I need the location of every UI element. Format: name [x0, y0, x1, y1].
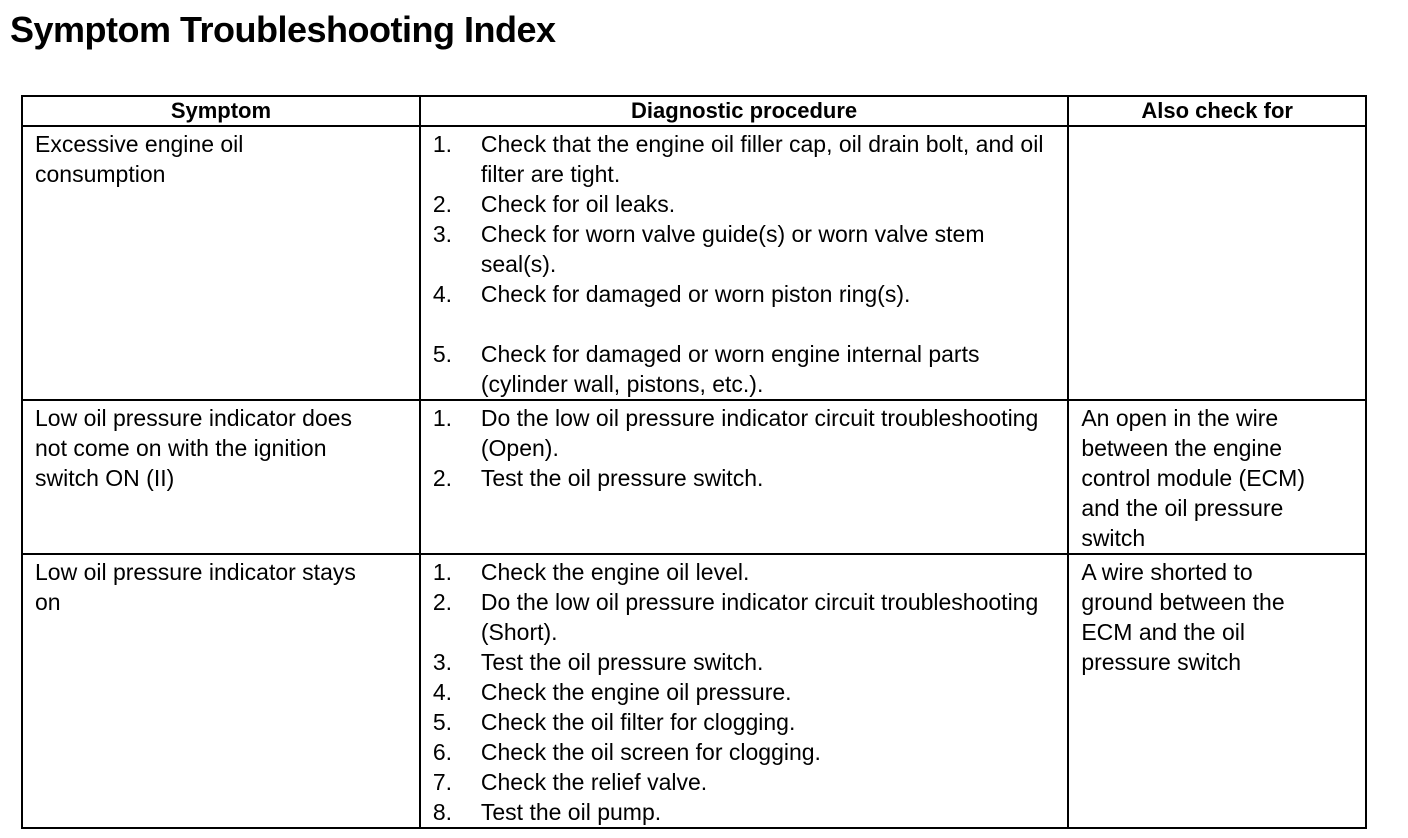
- step-text: Do the low oil pressure indicator circuit troubleshooting (Short).: [480, 589, 1039, 645]
- also-check-cell: [1068, 126, 1366, 400]
- procedure-step: [433, 797, 1057, 827]
- step-number: 5.: [432, 341, 453, 367]
- also-check-text: An open in the wire between the engine control module (ECM) and the oil pressure switch: [1081, 405, 1305, 551]
- also-check-cell: [1068, 554, 1366, 828]
- step-text: Check the relief valve.: [480, 769, 708, 795]
- procedure-step: [433, 587, 1057, 647]
- step-text: Check the engine oil level.: [480, 559, 750, 585]
- step-text: Check for worn valve guide(s) or worn valve stem seal(s).: [480, 221, 985, 277]
- step-number: 4.: [432, 679, 453, 705]
- symptom-text: Excessive engine oil consumption: [35, 131, 244, 187]
- step-text: Test the oil pump.: [480, 799, 662, 825]
- symptom-cell: [22, 554, 420, 828]
- step-number: 3.: [432, 221, 453, 247]
- step-number: 8.: [432, 799, 453, 825]
- procedure-list: [421, 127, 1067, 399]
- step-number: 4.: [432, 281, 453, 307]
- step-text: Check the oil screen for clogging.: [480, 739, 821, 765]
- procedure-step: [433, 707, 1057, 737]
- step-number: 2.: [432, 191, 453, 217]
- procedure-step: [433, 189, 1057, 219]
- header-also-check-for: Also check for: [1068, 96, 1366, 126]
- procedure-step: [433, 279, 1057, 309]
- also-check-text: [1069, 127, 1365, 129]
- step-number: 7.: [432, 769, 453, 795]
- step-number: 3.: [432, 649, 453, 675]
- procedure-step: [433, 767, 1057, 797]
- table-header-row: [22, 96, 1366, 126]
- step-text: Check for damaged or worn engine internal parts (cylinder wall, pistons, etc.).: [480, 341, 980, 397]
- procedure-step: [433, 557, 1057, 587]
- step-number: 1.: [432, 559, 453, 585]
- symptom-text: Low oil pressure indicator stays on: [35, 559, 356, 615]
- step-text: Check the engine oil pressure.: [480, 679, 792, 705]
- procedure-step: [433, 677, 1057, 707]
- procedure-cell: [420, 554, 1068, 828]
- step-text: Test the oil pressure switch.: [480, 649, 764, 675]
- procedure-step: [433, 129, 1057, 189]
- step-number: 1.: [432, 405, 453, 431]
- procedure-cell: [420, 126, 1068, 400]
- step-number: 2.: [432, 589, 453, 615]
- also-check-text: A wire shorted to ground between the ECM and the oil pressure switch: [1081, 559, 1285, 675]
- step-text: Check for oil leaks.: [480, 191, 676, 217]
- procedure-step: [433, 647, 1057, 677]
- step-text: Do the low oil pressure indicator circuit troubleshooting (Open).: [480, 405, 1039, 461]
- symptom-text: Low oil pressure indicator does not come on with the ignition switch ON (II): [35, 405, 353, 491]
- table-row: [22, 400, 1366, 554]
- table-row: [22, 126, 1366, 400]
- step-text: Check the oil filter for clogging.: [480, 709, 796, 735]
- procedure-step: [433, 219, 1057, 279]
- also-check-cell: [1068, 400, 1366, 554]
- procedure-step: [433, 403, 1057, 463]
- symptom-cell: [22, 126, 420, 400]
- step-number: 2.: [432, 465, 453, 491]
- procedure-step: [433, 737, 1057, 767]
- step-text: Check that the engine oil filler cap, oil drain bolt, and oil filter are tight.: [480, 131, 1044, 187]
- header-diagnostic-procedure: Diagnostic procedure: [420, 96, 1068, 126]
- step-number: 6.: [432, 739, 453, 765]
- page-title: Symptom Troubleshooting Index: [10, 9, 556, 50]
- procedure-step: [433, 339, 1057, 399]
- step-text: Test the oil pressure switch.: [480, 465, 764, 491]
- header-symptom: Symptom: [22, 96, 420, 126]
- step-text: Check for damaged or worn piston ring(s).: [480, 281, 911, 307]
- procedure-list: [421, 401, 1067, 493]
- step-number: 1.: [432, 131, 453, 157]
- table-row: [22, 554, 1366, 828]
- procedure-step: [433, 463, 1057, 493]
- procedure-list: [421, 555, 1067, 827]
- symptom-cell: [22, 400, 420, 554]
- symptom-troubleshooting-table: [21, 95, 1367, 829]
- step-number: 5.: [432, 709, 453, 735]
- procedure-cell: [420, 400, 1068, 554]
